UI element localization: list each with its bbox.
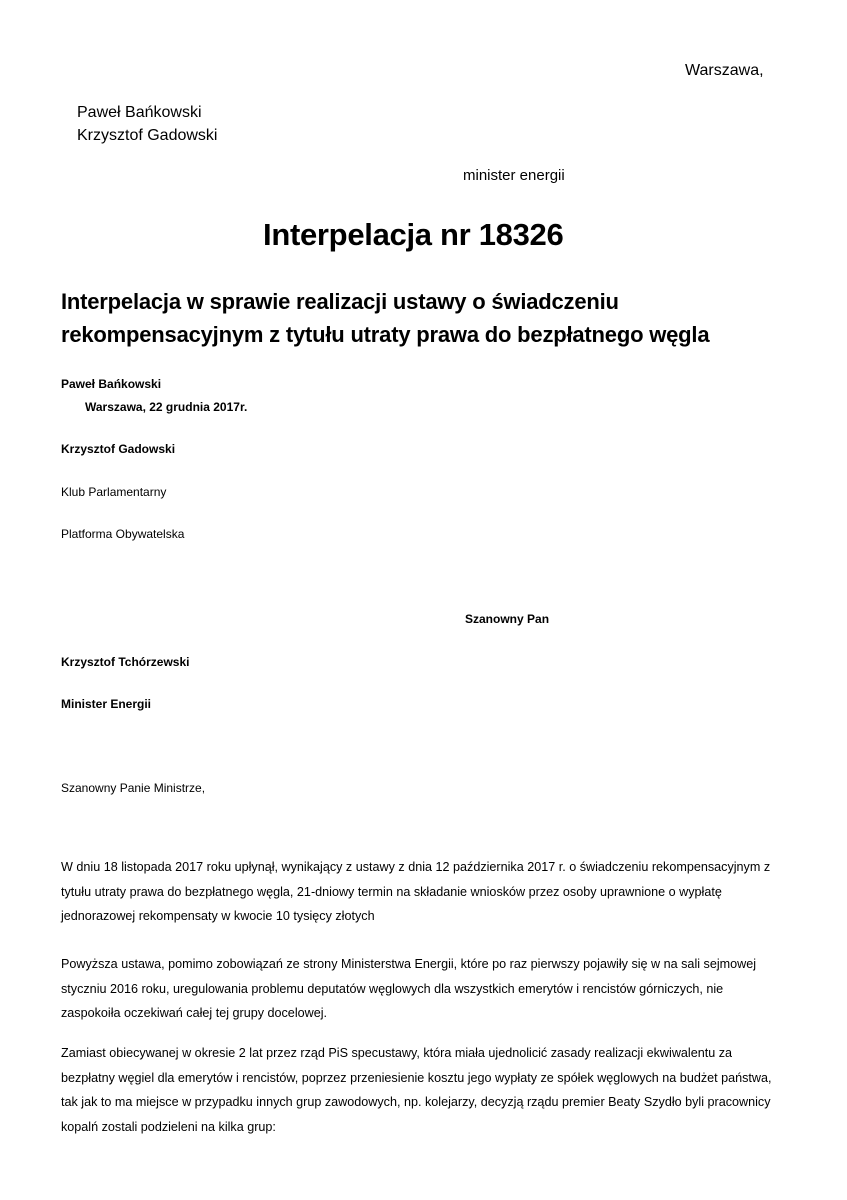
page-title: Interpelacja nr 18326	[263, 217, 564, 252]
addressee-title: Minister Energii	[61, 697, 152, 711]
paragraph-3	[61, 1041, 801, 1139]
club-line-1: Klub Parlamentarny	[61, 485, 167, 499]
salutation-to: Szanowny Pan	[465, 612, 550, 626]
subject-heading	[61, 285, 821, 351]
letter-date: Warszawa, 22 grudnia 2017r.	[85, 400, 248, 414]
paragraph-line: tytułu utraty prawa do bezpłatnego węgla, 21-dniowy termin na składanie wniosków przez osoby uprawnione o wypłatę	[61, 884, 722, 899]
paragraph-line: bezpłatny węgiel dla emerytów i rencistów, poprzez przeniesienie kosztu jego wypłaty ze spółek węglowych na budżet państwa,	[61, 1070, 772, 1085]
header-author-1: Paweł Bańkowski	[77, 104, 202, 121]
paragraph-line: Powyższa ustawa, pomimo zobowiązań ze strony Ministerstwa Energii, które po raz pierwszy pojawiły się w na sali sejmowej	[61, 957, 757, 971]
header-author-2: Krzysztof Gadowski	[77, 127, 218, 144]
sender-name-1: Paweł Bańkowski	[61, 377, 162, 391]
paragraph-line: tak jak to ma miejsce w przypadku innych grup zawodowych, np. kolejarzy, decyzją rządu premier Beaty Szydło byli pracownicy	[61, 1095, 771, 1109]
greeting: Szanowny Panie Ministrze,	[61, 781, 206, 795]
paragraph-line: kopalń zostali podzieleni na kilka grup:	[61, 1119, 276, 1134]
paragraph-line: zaspokoiła oczekiwań całej tej grupy docelowej.	[61, 1006, 328, 1020]
header-place: Warszawa,	[685, 62, 764, 79]
paragraph-1	[61, 855, 801, 929]
paragraph-line: styczniu 2016 roku, uregulowania problemu deputatów węglowych dla wszystkich emerytów i rencistów górniczych, nie	[61, 981, 724, 996]
paragraph-line: jednorazowej rekompensaty w kwocie 10 tysięcy złotych	[61, 909, 375, 923]
header-recipient: minister energii	[463, 167, 565, 184]
paragraph-line: W dniu 18 listopada 2017 roku upłynął, wynikający z ustawy z dnia 12 października 2017 r. o świadczeniu rekompensacyjnym z	[61, 860, 771, 874]
paragraph-line: Zamiast obiecywanej w okresie 2 lat przez rząd PiS specustawy, która miała ujednolicić zasady realizacji ekwiwalentu za	[61, 1046, 733, 1060]
club-line-2: Platforma Obywatelska	[61, 527, 185, 541]
paragraph-2	[61, 952, 801, 1026]
sender-name-2: Krzysztof Gadowski	[61, 442, 176, 456]
subject-line-1: Interpelacja w sprawie realizacji ustawy o świadczeniu	[61, 289, 619, 314]
subject-line-2: rekompensacyjnym z tytułu utraty prawa do bezpłatnego węgla	[61, 322, 710, 347]
addressee-name: Krzysztof Tchórzewski	[61, 655, 190, 669]
